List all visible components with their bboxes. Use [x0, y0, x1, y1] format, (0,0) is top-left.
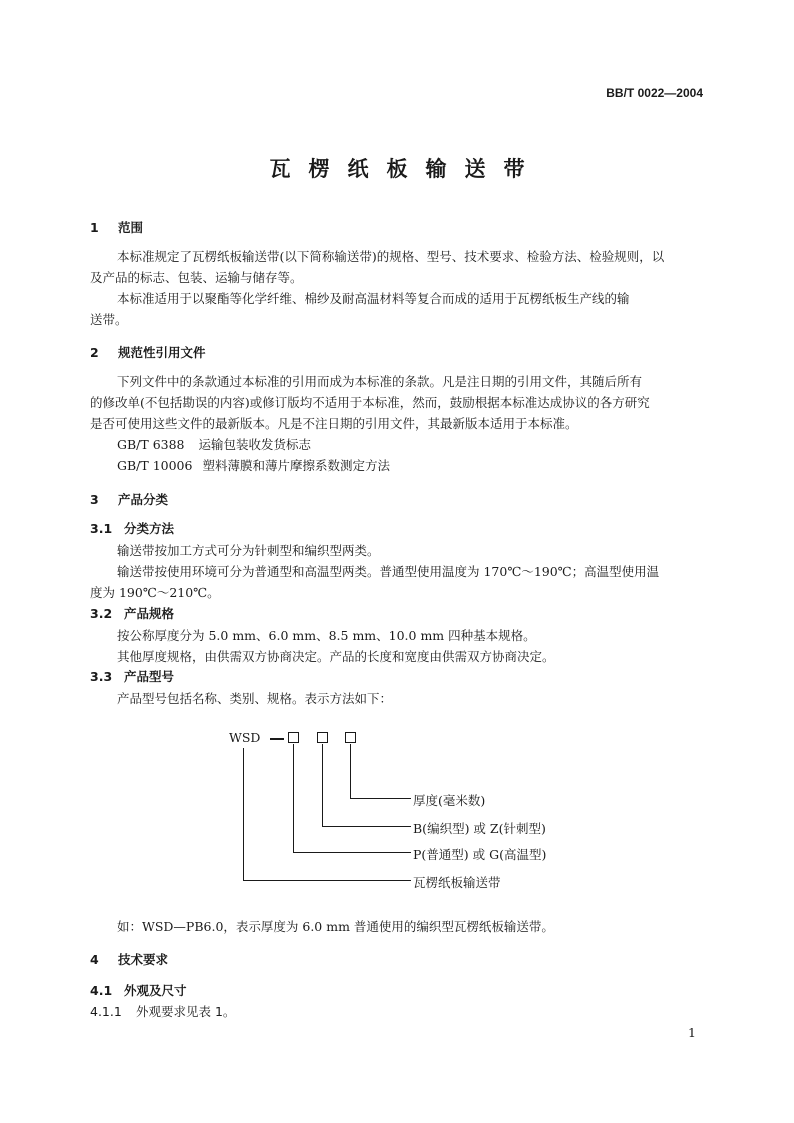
subsection-title: 分类方法 — [124, 521, 175, 536]
leader-line — [322, 744, 323, 826]
subsection-number: 3.2 — [90, 606, 113, 621]
section-number: 4 — [90, 952, 99, 967]
paragraph-line: 产品型号包括名称、类别、规格。表示方法如下： — [117, 691, 393, 706]
paragraph-line: 其他厚度规格，由供需双方协商决定。产品的长度和宽度由供需双方协商决定。 — [117, 649, 555, 664]
reference-item — [117, 455, 390, 476]
document-title: 瓦楞纸板输送带 — [269, 157, 543, 181]
label-temperature-type: P(普通型) 或 G(高温型) — [413, 847, 547, 862]
paragraph-line: 输送带按加工方式可分为针刺型和编织型两类。 — [117, 543, 380, 558]
paragraph-line: 及产品的标志、包装、运输与储存等。 — [90, 270, 303, 285]
reference-code: GB/T 6388 — [117, 437, 185, 452]
section-3-heading — [90, 490, 168, 508]
leader-line — [322, 826, 411, 827]
clause-4-1-1 — [90, 1002, 235, 1020]
section-title: 技术要求 — [118, 952, 169, 967]
label-thickness: 厚度(毫米数) — [413, 793, 486, 808]
leader-line — [350, 798, 411, 799]
leader-line — [350, 744, 351, 798]
leader-line — [293, 852, 411, 853]
subsection-number: 3.1 — [90, 521, 113, 536]
subsection-3-2-heading — [90, 604, 174, 622]
example-text: 如：WSD—PB6.0，表示厚度为 6.0 mm 普通使用的编织型瓦楞纸板输送带。 — [117, 919, 554, 934]
subsection-3-3-heading — [90, 667, 174, 685]
paragraph-line: 输送带按使用环境可分为普通型和高温型两类。普通型使用温度为 170℃～190℃；高温型使用温 — [117, 564, 660, 579]
slot-box-weave — [317, 732, 328, 743]
subsection-3-1-heading — [90, 519, 174, 537]
paragraph-line: 度为 190℃～210℃。 — [90, 585, 220, 600]
clause-text: 外观要求见表 1。 — [136, 1004, 236, 1019]
paragraph-line: 的修改单(不包括勘误的内容)或修订版均不适用于本标准，然而，鼓励根据本标准达成协议的各方研究 — [90, 395, 650, 410]
subsection-4-1-heading — [90, 981, 187, 999]
standard-number: BB/T 0022—2004 — [606, 86, 703, 100]
leader-line — [243, 880, 411, 881]
subsection-title: 外观及尺寸 — [124, 983, 187, 998]
reference-title: 运输包装收发货标志 — [198, 437, 312, 452]
leader-line — [293, 744, 294, 852]
reference-title: 塑料薄膜和薄片摩擦系数测定方法 — [202, 458, 390, 473]
model-prefix: WSD — [229, 730, 261, 745]
section-title: 规范性引用文件 — [118, 345, 206, 360]
page-number: 1 — [688, 1025, 696, 1040]
reference-item — [117, 434, 311, 455]
dash-line — [270, 738, 284, 740]
section-number: 2 — [90, 345, 99, 360]
section-number: 1 — [90, 220, 99, 235]
clause-number: 4.1.1 — [90, 1004, 122, 1019]
subsection-number: 3.3 — [90, 669, 113, 684]
section-title: 范围 — [118, 220, 144, 235]
subsection-number: 4.1 — [90, 983, 113, 998]
paragraph-line: 本标准适用于以聚酯等化学纤维、棉纱及耐高温材料等复合而成的适用于瓦楞纸板生产线的输 — [117, 291, 630, 306]
paragraph-line: 下列文件中的条款通过本标准的引用而成为本标准的条款。凡是注日期的引用文件，其随后所有 — [117, 374, 643, 389]
label-product-name: 瓦楞纸板输送带 — [413, 875, 501, 890]
section-title: 产品分类 — [118, 492, 169, 507]
label-weave-type: B(编织型) 或 Z(针刺型) — [413, 821, 546, 836]
paragraph-line: 按公称厚度分为 5.0 mm、6.0 mm、8.5 mm、10.0 mm 四种基本规格。 — [117, 628, 536, 643]
section-4-heading — [90, 950, 168, 968]
subsection-title: 产品规格 — [124, 606, 175, 621]
paragraph-line: 送带。 — [90, 312, 128, 327]
paragraph-line: 本标准规定了瓦楞纸板输送带(以下简称输送带)的规格、型号、技术要求、检验方法、检验规则，以 — [117, 249, 665, 264]
slot-box-temp — [288, 732, 299, 743]
reference-code: GB/T 10006 — [117, 458, 193, 473]
section-2-heading — [90, 343, 206, 361]
paragraph-line: 是否可使用这些文件的最新版本。凡是不注日期的引用文件，其最新版本适用于本标准。 — [90, 416, 578, 431]
leader-line — [243, 748, 244, 880]
section-1-heading — [90, 218, 143, 236]
section-number: 3 — [90, 492, 99, 507]
slot-box-thickness — [345, 732, 356, 743]
subsection-title: 产品型号 — [124, 669, 175, 684]
